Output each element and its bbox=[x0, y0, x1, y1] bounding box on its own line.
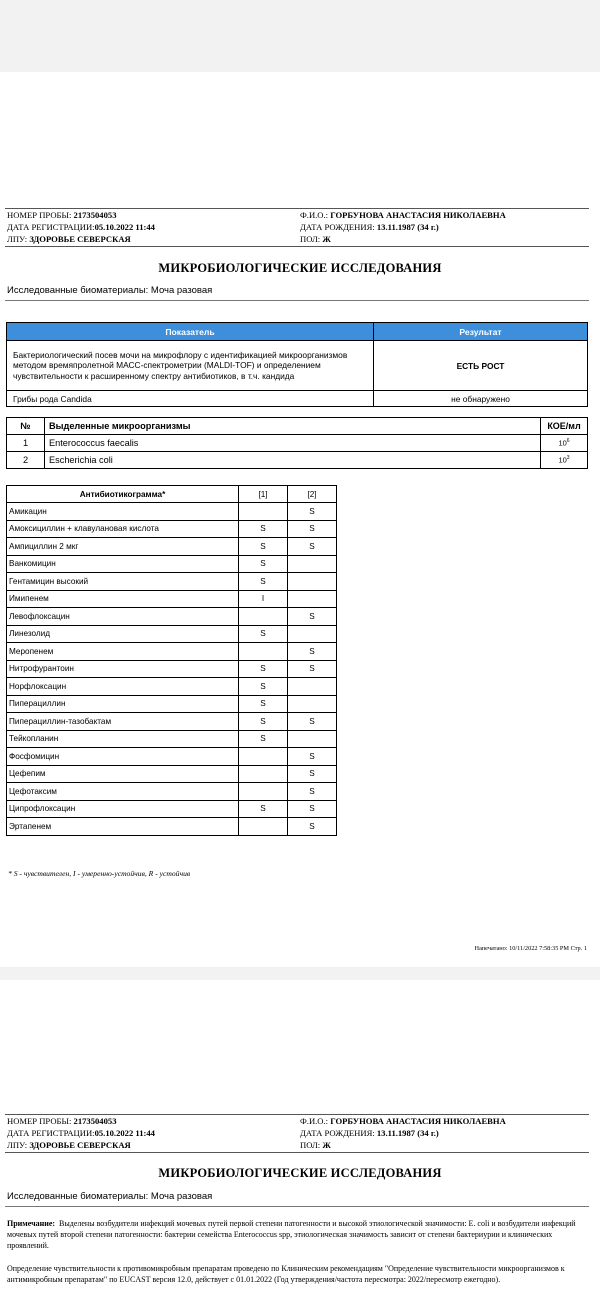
table-row bbox=[7, 678, 337, 696]
sensitivity-2: S bbox=[288, 713, 337, 731]
antibiotic-name: Тейкопланин bbox=[7, 730, 239, 748]
sensitivity-1 bbox=[239, 643, 288, 661]
sensitivity-2: S bbox=[288, 608, 337, 626]
legend-footnote: * S - чувствителен, I - умеренно-устойчив, R - устойчив bbox=[8, 869, 191, 878]
col-result: Результат bbox=[374, 323, 588, 341]
antibiotic-name: Ципрофлоксацин bbox=[7, 800, 239, 818]
sensitivity-1 bbox=[239, 818, 288, 836]
sensitivity-1 bbox=[239, 748, 288, 766]
sensitivity-2: S bbox=[288, 503, 337, 521]
organism-num: 1 bbox=[7, 435, 45, 452]
report-page-1 bbox=[0, 72, 600, 967]
indicator-cell: Бактериологический посев мочи на микрофлору с идентификацией микроорганизмов методом времяпролетной МАСС-спектрометрии (MALDI-TOF) и определением чувствительности к расширенному спектру антибиотиков, в т.ч. кандида bbox=[7, 341, 374, 391]
antibiotic-name: Пиперациллин bbox=[7, 695, 239, 713]
antibiotic-name: Гентамицин высокий bbox=[7, 573, 239, 591]
patient-name: Ф.И.О.: ГОРБУНОВА АНАСТАСИЯ НИКОЛАЕВНА bbox=[300, 210, 506, 220]
sensitivity-1 bbox=[239, 608, 288, 626]
page-title: МИКРОБИОЛОГИЧЕСКИЕ ИССЛЕДОВАНИЯ bbox=[158, 261, 442, 275]
table-row bbox=[7, 643, 337, 661]
sensitivity-1: S bbox=[239, 713, 288, 731]
organism-num: 2 bbox=[7, 452, 45, 469]
antibiotic-name: Пиперациллин-тазобактам bbox=[7, 713, 239, 731]
sensitivity-2: S bbox=[288, 643, 337, 661]
organism-name: Escherichia coli bbox=[45, 452, 541, 469]
col-koe: КОЕ/мл bbox=[541, 418, 588, 435]
sensitivity-2: S bbox=[288, 800, 337, 818]
sensitivity-2: S bbox=[288, 748, 337, 766]
table-row bbox=[7, 391, 588, 407]
result-cell: ЕСТЬ РОСТ bbox=[374, 341, 588, 391]
sensitivity-2 bbox=[288, 573, 337, 591]
table-row bbox=[7, 590, 337, 608]
sensitivity-1: S bbox=[239, 730, 288, 748]
sensitivity-2 bbox=[288, 555, 337, 573]
antibiotic-name: Цефепим bbox=[7, 765, 239, 783]
table-row bbox=[7, 660, 337, 678]
antibiotic-name: Амикацин bbox=[7, 503, 239, 521]
antibiotic-name: Нитрофурантоин bbox=[7, 660, 239, 678]
antibiotic-name: Эртапенем bbox=[7, 818, 239, 836]
birth-date: ДАТА РОЖДЕНИЯ: 13.11.1987 (34 г.) bbox=[300, 222, 439, 232]
sensitivity-2 bbox=[288, 678, 337, 696]
antibiotic-name: Меропенем bbox=[7, 643, 239, 661]
table-row bbox=[7, 730, 337, 748]
antibiotic-name: Фосфомицин bbox=[7, 748, 239, 766]
col-organism: Выделенные микроорганизмы bbox=[45, 418, 541, 435]
birth-date: ДАТА РОЖДЕНИЯ: 13.11.1987 (34 г.) bbox=[300, 1128, 439, 1138]
probe-number: НОМЕР ПРОБЫ: 2173504053 bbox=[7, 210, 117, 220]
antibiotic-name: Норфлоксацин bbox=[7, 678, 239, 696]
sensitivity-2: S bbox=[288, 660, 337, 678]
organism-koe: $10^3$ bbox=[541, 452, 588, 469]
antibiotic-name: Ампициллин 2 мкг bbox=[7, 538, 239, 556]
sensitivity-2: S bbox=[288, 520, 337, 538]
antibiotic-name: Линезолид bbox=[7, 625, 239, 643]
sensitivity-1: S bbox=[239, 695, 288, 713]
sensitivity-1: S bbox=[239, 660, 288, 678]
table-row bbox=[7, 818, 337, 836]
table-row bbox=[7, 520, 337, 538]
biomaterial-line: Исследованные биоматериалы: Моча разовая bbox=[7, 285, 213, 296]
sensitivity-1: I bbox=[239, 590, 288, 608]
sensitivity-2: S bbox=[288, 765, 337, 783]
table-row bbox=[7, 608, 337, 626]
sensitivity-1: S bbox=[239, 573, 288, 591]
results-table bbox=[6, 322, 588, 407]
table-row bbox=[7, 435, 588, 452]
sensitivity-1 bbox=[239, 765, 288, 783]
sensitivity-1: S bbox=[239, 538, 288, 556]
sensitivity-1 bbox=[239, 503, 288, 521]
sensitivity-1 bbox=[239, 783, 288, 801]
organism-koe: $10^6$ bbox=[541, 435, 588, 452]
antibiogram-table bbox=[6, 485, 337, 836]
table-row bbox=[7, 341, 588, 391]
result-cell: не обнаружено bbox=[374, 391, 588, 407]
sensitivity-1: S bbox=[239, 625, 288, 643]
registration-date: ДАТА РЕГИСТРАЦИИ:05.10.2022 11:44 bbox=[7, 222, 155, 232]
sex: ПОЛ: Ж bbox=[300, 234, 331, 244]
col-num: № bbox=[7, 418, 45, 435]
table-row bbox=[7, 452, 588, 469]
sensitivity-2 bbox=[288, 695, 337, 713]
col-antibiotic: Антибиотикограмма* bbox=[7, 486, 239, 503]
sensitivity-1: S bbox=[239, 800, 288, 818]
table-row bbox=[7, 555, 337, 573]
report-page-2 bbox=[0, 980, 600, 1297]
antibiotic-name: Амоксициллин + клавулановая кислота bbox=[7, 520, 239, 538]
table-row bbox=[7, 503, 337, 521]
sensitivity-2 bbox=[288, 590, 337, 608]
table-row bbox=[7, 695, 337, 713]
organisms-table bbox=[6, 417, 588, 469]
table-row bbox=[7, 625, 337, 643]
antibiotic-name: Левофлоксацин bbox=[7, 608, 239, 626]
table-row bbox=[7, 783, 337, 801]
biomaterial-line: Исследованные биоматериалы: Моча разовая bbox=[7, 1191, 213, 1202]
antibiotic-name: Ванкомицин bbox=[7, 555, 239, 573]
table-row bbox=[7, 713, 337, 731]
lpu: ЛПУ: ЗДОРОВЬЕ СЕВЕРСКАЯ bbox=[7, 234, 131, 244]
probe-number: НОМЕР ПРОБЫ: 2173504053 bbox=[7, 1116, 117, 1126]
registration-date: ДАТА РЕГИСТРАЦИИ:05.10.2022 11:44 bbox=[7, 1128, 155, 1138]
sensitivity-2 bbox=[288, 625, 337, 643]
note-paragraph: Примечание: Выделены возбудители инфекций мочевых путей первой степени патогенности и высокой этиологической значимости: E. coli и возбудители инфекций мочевых путей второй степени патогенности: бактерии семейства Enterococcus spp, этиологическая значимость зависит от степени бактериурии и клинических проявлений. bbox=[7, 1219, 576, 1250]
sensitivity-2: S bbox=[288, 818, 337, 836]
col-indicator: Показатель bbox=[7, 323, 374, 341]
sensitivity-1: S bbox=[239, 678, 288, 696]
sex: ПОЛ: Ж bbox=[300, 1140, 331, 1150]
sensitivity-2 bbox=[288, 730, 337, 748]
antibiotic-name: Цефотаксим bbox=[7, 783, 239, 801]
table-row bbox=[7, 573, 337, 591]
page-title: МИКРОБИОЛОГИЧЕСКИЕ ИССЛЕДОВАНИЯ bbox=[158, 1166, 442, 1180]
table-row bbox=[7, 538, 337, 556]
sensitivity-2: S bbox=[288, 783, 337, 801]
table-row bbox=[7, 800, 337, 818]
organism-name: Enterococcus faecalis bbox=[45, 435, 541, 452]
lpu: ЛПУ: ЗДОРОВЬЕ СЕВЕРСКАЯ bbox=[7, 1140, 131, 1150]
col-2: [2] bbox=[288, 486, 337, 503]
col-1: [1] bbox=[239, 486, 288, 503]
sensitivity-1: S bbox=[239, 520, 288, 538]
table-row bbox=[7, 765, 337, 783]
sensitivity-1: S bbox=[239, 555, 288, 573]
patient-name: Ф.И.О.: ГОРБУНОВА АНАСТАСИЯ НИКОЛАЕВНА bbox=[300, 1116, 506, 1126]
indicator-cell: Грибы рода Candida bbox=[7, 391, 374, 407]
sensitivity-2: S bbox=[288, 538, 337, 556]
antibiotic-name: Имипенем bbox=[7, 590, 239, 608]
note-eucast: Определение чувствительности к противомикробным препаратам проведено по Клиническим рекомендациям "Определение чувствительности микроорганизмов к антимикробным препаратам" по EUCAST версия 12.0, действует с 01.01.2022 (Год утверждения/частота пересмотра: 2022/пересмотр ежегодно). bbox=[7, 1264, 565, 1284]
printed-timestamp: Напечатано: 10/11/2022 7:58:35 PM Стр. 1 bbox=[474, 945, 587, 952]
table-row bbox=[7, 748, 337, 766]
